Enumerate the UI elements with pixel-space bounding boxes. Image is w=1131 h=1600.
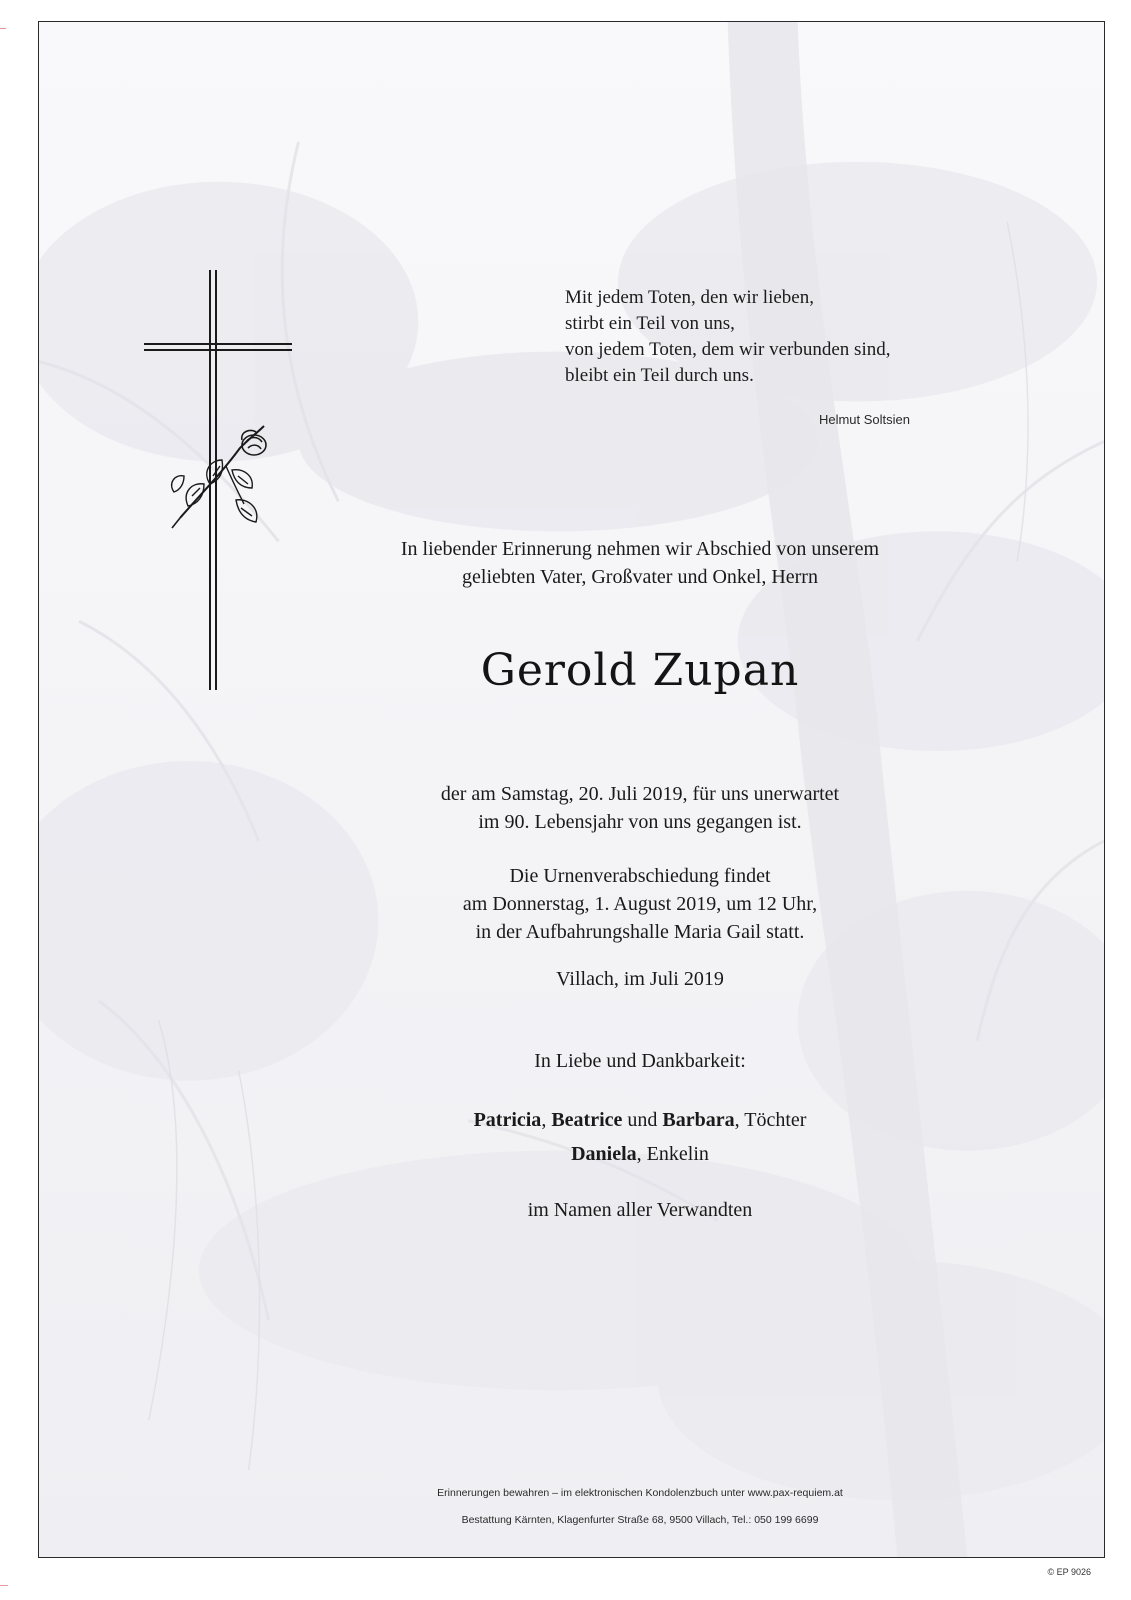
granddaughter-name: Daniela <box>571 1143 637 1165</box>
template-code: © EP 9026 <box>1047 1567 1091 1577</box>
farewell-intro: In liebender Erinnerung nehmen wir Abschied von unserem geliebten Vater, Großvater und Onkel, Herrn <box>400 538 880 588</box>
relatives-line: im Namen aller Verwandten <box>527 1199 753 1221</box>
footer-funeral-home-address: Bestattung Kärnten, Klagenfurter Straße 68, 9500 Villach, Tel.: 050 199 6699 <box>461 1514 819 1526</box>
daughters-relation: , Töchter <box>734 1109 807 1131</box>
cross-with-rose-icon <box>140 270 300 710</box>
granddaughter-line <box>340 1137 940 1171</box>
death-notice: der am Samstag, 20. Juli 2019, für uns unerwartet im 90. Lebensjahr von uns gegangen ist. <box>440 783 840 833</box>
daughter-name: Barbara <box>662 1109 735 1131</box>
separator: , <box>541 1109 552 1131</box>
quote-author: Helmut Soltsien <box>818 412 910 427</box>
gratitude-line: In Liebe und Dankbarkeit: <box>534 1050 746 1072</box>
daughters-line <box>340 1103 940 1137</box>
granddaughter-relation: , Enkelin <box>636 1143 709 1165</box>
memorial-quote: Mit jedem Toten, den wir lieben, stirbt ein Teil von uns, von jedem Toten, dem wir verbunden sind, bleibt ein Teil durch uns. <box>565 287 891 386</box>
separator: und <box>622 1109 663 1131</box>
place-and-date: Villach, im Juli 2019 <box>556 968 724 990</box>
daughter-name: Beatrice <box>551 1109 623 1131</box>
mourners-list <box>340 1103 940 1171</box>
deceased-name: Gerold Zupan <box>480 645 800 696</box>
scan-edge-mark-top <box>0 0 6 29</box>
scan-edge-mark-bottom <box>0 1585 8 1586</box>
ceremony-details: Die Urnenverabschiedung findet am Donnerstag, 1. August 2019, um 12 Uhr, in der Aufbahrungshalle Maria Gail statt. <box>462 865 818 943</box>
daughter-name: Patricia <box>473 1109 542 1131</box>
footer-condolence-book: Erinnerungen bewahren – im elektronischen Kondolenzbuch unter www.pax-requiem.at <box>437 1487 843 1499</box>
